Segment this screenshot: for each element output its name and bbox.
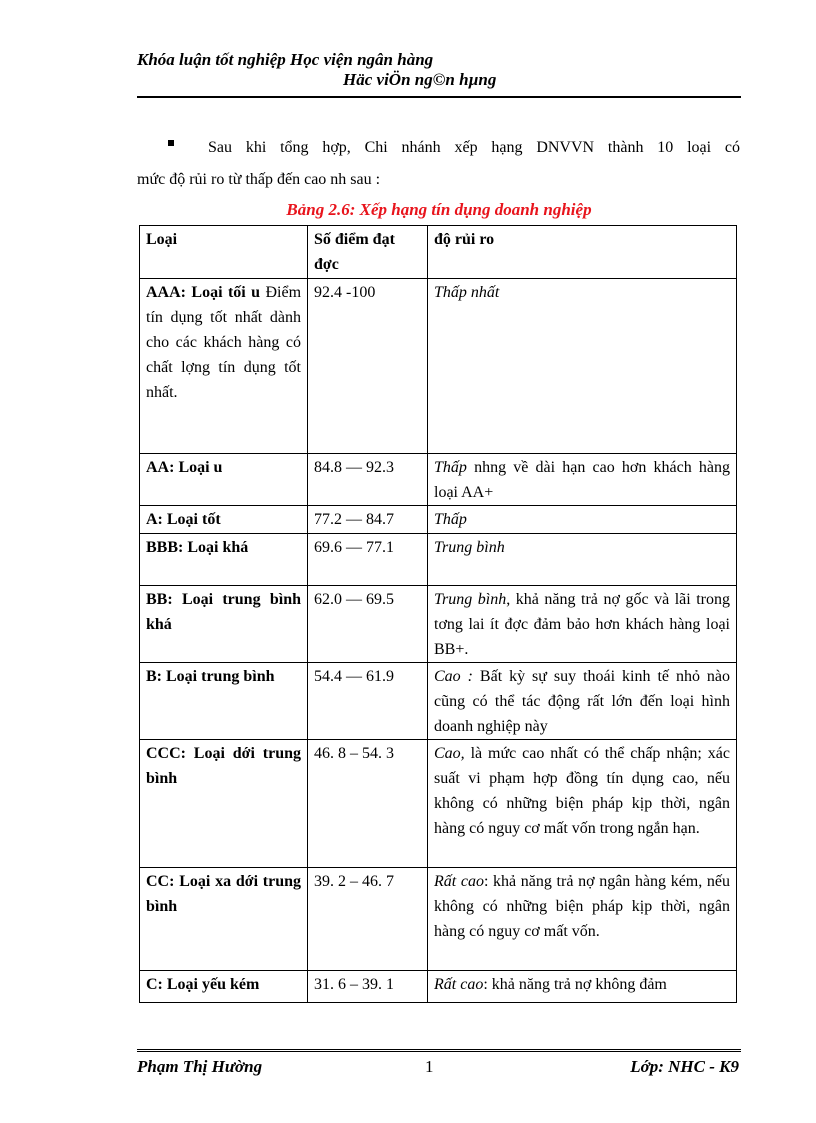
header-title: Khóa luận tốt nghiệp Học viện ngân hàng [137,50,434,69]
risk-description: : khả năng trả nợ không đảm [483,976,667,993]
risk-label: Cao : [434,668,473,685]
score-cell: 92.4 -100 [308,279,428,454]
credit-rating-table [139,225,737,1003]
header-grade: Loại [140,226,308,279]
table-header-row [140,226,737,279]
grade-cell: CCC: Loại dới trung bình [140,740,308,868]
table-caption: Bảng 2.6: Xếp hạng tín dụng doanh nghiệp [286,200,592,219]
risk-cell [428,663,737,740]
intro-line-1: Sau khi tổng hợp, Chi nhánh xếp hạng DNVVN thành 10 loại có [208,139,740,156]
score-cell: 54.4 — 61.9 [308,663,428,740]
header-risk: độ rủi ro [428,226,737,279]
risk-cell [428,534,737,586]
grade-cell: CC: Loại xa dới trung bình [140,868,308,971]
table-row [140,586,737,663]
risk-cell [428,740,737,868]
risk-cell [428,868,737,971]
risk-description: Bất kỳ sự suy thoái kinh tế nhỏ nào cũng có thể tác động rất lớn đến loại hình doanh nghiệp này [434,668,731,735]
risk-cell [428,586,737,663]
table-row [140,868,737,971]
grade-cell: AA: Loại u [140,454,308,506]
score-cell: 62.0 — 69.5 [308,586,428,663]
grade-cell: B: Loại trung bình [140,663,308,740]
bullet-icon [168,140,174,146]
footer-class: Lớp: NHC - K9 [630,1057,739,1076]
score-cell: 77.2 — 84.7 [308,506,428,534]
grade-cell: C: Loại yếu kém [140,971,308,1003]
grade-label: AAA: Loại tối u [146,284,261,301]
risk-label: Trung bình [434,591,507,608]
score-cell: 31. 6 – 39. 1 [308,971,428,1003]
score-cell: 84.8 — 92.3 [308,454,428,506]
table-row [140,740,737,868]
score-cell: 46. 8 – 54. 3 [308,740,428,868]
header-subtitle: Häc viÖn ng©n hµng [343,70,497,89]
risk-cell [428,971,737,1003]
risk-description: , khả năng trả nợ gốc và lãi trong tơng lai ít đợc đảm bảo hơn khách hàng loại BB+. [434,591,731,658]
table-row [140,971,737,1003]
grade-cell: A: Loại tốt [140,506,308,534]
header-score: Số điểm đạt đợc [308,226,428,279]
risk-label: Thấp [434,511,467,528]
risk-description: nhng về dài hạn cao hơn khách hàng loại AA+ [434,459,730,501]
page-footer [137,1049,741,1082]
score-cell: 69.6 — 77.1 [308,534,428,586]
table-row [140,663,737,740]
grade-cell: BB: Loại trung bình khá [140,586,308,663]
intro-line-2: mức độ rủi ro từ thấp đến cao nh sau : [137,171,381,188]
table-row [140,534,737,586]
grade-description: Điểm tín dụng tốt nhất dành cho các khách hàng có chất lợng tín dụng tốt nhất. [146,284,302,401]
risk-label: Rất cao [434,976,484,993]
grade-cell [140,279,308,454]
table-row [140,279,737,454]
risk-cell [428,454,737,506]
risk-label: Rất cao [434,873,484,890]
risk-label: Thấp [434,459,467,476]
footer-author: Phạm Thị Hường [137,1057,263,1076]
risk-description: là mức cao nhất có thể chấp nhận; xác suất vi phạm hợp đồng tín dụng cao, nếu không có những biện pháp kịp thời, ngân hàng có nguy cơ mất vốn trong ngắn hạn. [434,745,730,837]
page-header [137,48,741,98]
score-cell: 39. 2 – 46. 7 [308,868,428,971]
risk-cell [428,506,737,534]
page-number: 1 [425,1057,434,1076]
risk-label: Trung bình [434,539,505,556]
grade-cell: BBB: Loại khá [140,534,308,586]
table-row [140,506,737,534]
risk-label: Cao, [434,745,465,762]
risk-description: : khả năng trả nợ ngân hàng kém, nếu không có những biện pháp kịp thời, ngân hàng có nguy cơ mất vốn. [434,873,730,940]
risk-cell [428,279,737,454]
table-row [140,454,737,506]
risk-label: Thấp nhất [434,284,500,301]
